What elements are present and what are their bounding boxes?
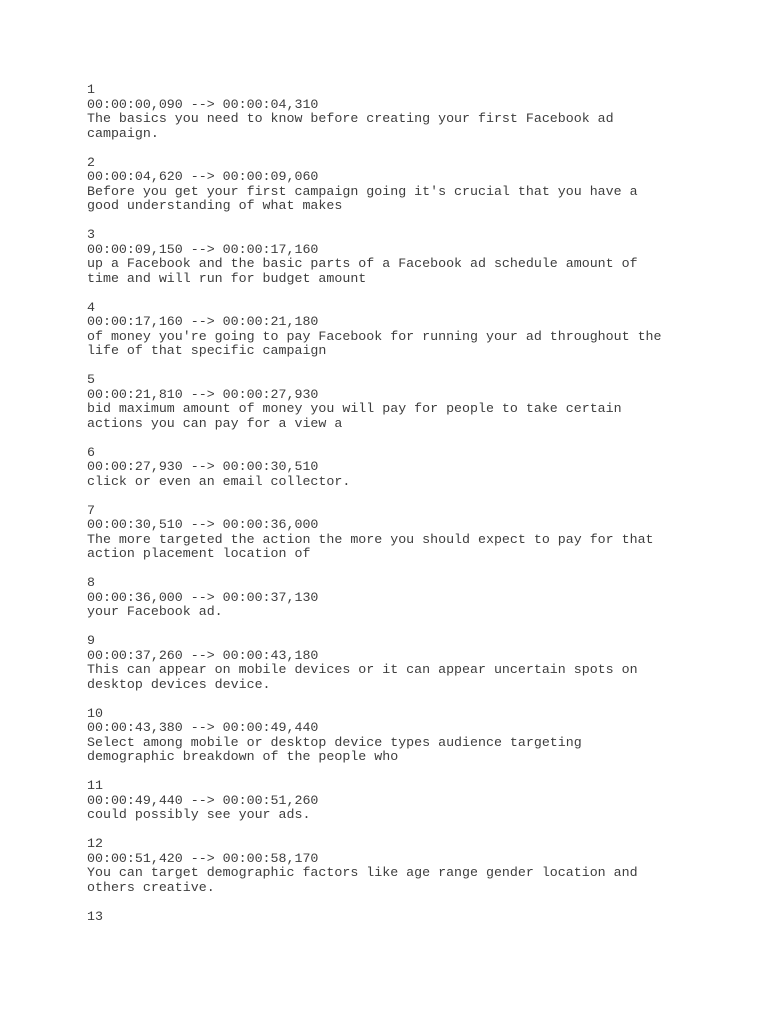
cue-number: 2 xyxy=(87,154,95,170)
cue-timecode: 00:00:51,420 --> 00:00:58,170 xyxy=(87,850,319,866)
subtitle-block xyxy=(87,707,728,765)
cue-text-line: This can appear on mobile devices or it can appear uncertain spots on xyxy=(87,662,638,677)
cue-number: 9 xyxy=(87,633,95,648)
cue-text-line: The basics you need to know before creating your first Facebook ad xyxy=(87,111,614,126)
cue-number: 8 xyxy=(87,575,95,590)
cue-text-line: bid maximum amount of money you will pay for people to take certain xyxy=(87,401,622,416)
cue-text-line: time and will run for budget amount xyxy=(87,270,367,286)
cue-text-line: You can target demographic factors like age range gender location and xyxy=(87,865,638,880)
cue-text-line: action placement location of xyxy=(87,546,311,561)
cue-timecode: 00:00:00,090 --> 00:00:04,310 xyxy=(87,96,319,112)
cue-text-line: Before you get your first campaign going it's crucial that you have a xyxy=(87,183,638,199)
subtitle-block xyxy=(87,837,728,895)
cue-text-line: Select among mobile or desktop device types audience targeting xyxy=(87,734,582,750)
cue-number: 1 xyxy=(87,82,95,97)
cue-number: 6 xyxy=(87,444,95,460)
subtitle-block xyxy=(87,446,728,490)
cue-number: 7 xyxy=(87,502,95,518)
subtitle-block xyxy=(87,634,728,692)
cue-text-line: life of that specific campaign xyxy=(87,343,327,358)
cue-text-line: campaign. xyxy=(87,125,159,141)
cue-number: 11 xyxy=(87,778,103,793)
cue-number: 4 xyxy=(87,299,95,315)
subtitle-blocks xyxy=(87,83,728,924)
cue-number: 5 xyxy=(87,372,95,387)
cue-timecode: 00:00:49,440 --> 00:00:51,260 xyxy=(87,792,319,808)
cue-timecode: 00:00:43,380 --> 00:00:49,440 xyxy=(87,720,319,735)
cue-timecode: 00:00:37,260 --> 00:00:43,180 xyxy=(87,647,319,663)
subtitle-block xyxy=(87,779,728,823)
cue-text-line: actions you can pay for a view a xyxy=(87,415,343,431)
cue-number: 13 xyxy=(87,908,103,924)
subtitle-block xyxy=(87,373,728,431)
cue-text-line: of money you're going to pay Facebook for running your ad throughout the xyxy=(87,328,662,344)
cue-number: 3 xyxy=(87,227,95,242)
cue-number: 10 xyxy=(87,705,103,721)
cue-timecode: 00:00:04,620 --> 00:00:09,060 xyxy=(87,169,319,184)
subtitle-block xyxy=(87,910,728,925)
cue-text-line: demographic breakdown of the people who xyxy=(87,749,399,764)
cue-text-line: click or even an email collector. xyxy=(87,473,351,489)
cue-number: 12 xyxy=(87,836,103,851)
cue-text-line: could possibly see your ads. xyxy=(87,807,311,822)
cue-text-line: others creative. xyxy=(87,879,215,895)
subtitle-block xyxy=(87,504,728,562)
cue-text-line: good understanding of what makes xyxy=(87,198,343,213)
subtitle-block xyxy=(87,228,728,286)
cue-text-line: up a Facebook and the basic parts of a Facebook ad schedule amount of xyxy=(87,256,638,271)
cue-text-line: The more targeted the action the more you should expect to pay for that xyxy=(87,531,654,547)
subtitle-block xyxy=(87,301,728,359)
cue-timecode: 00:00:09,150 --> 00:00:17,160 xyxy=(87,241,319,257)
cue-timecode: 00:00:27,930 --> 00:00:30,510 xyxy=(87,459,319,474)
cue-text-line: desktop devices device. xyxy=(87,676,271,692)
cue-timecode: 00:00:36,000 --> 00:00:37,130 xyxy=(87,589,319,605)
cue-text-line: your Facebook ad. xyxy=(87,604,223,619)
subtitle-block xyxy=(87,83,728,141)
cue-timecode: 00:00:21,810 --> 00:00:27,930 xyxy=(87,386,319,402)
cue-timecode: 00:00:30,510 --> 00:00:36,000 xyxy=(87,517,319,532)
subtitle-block xyxy=(87,156,728,214)
cue-timecode: 00:00:17,160 --> 00:00:21,180 xyxy=(87,314,319,329)
subtitle-block xyxy=(87,576,728,620)
